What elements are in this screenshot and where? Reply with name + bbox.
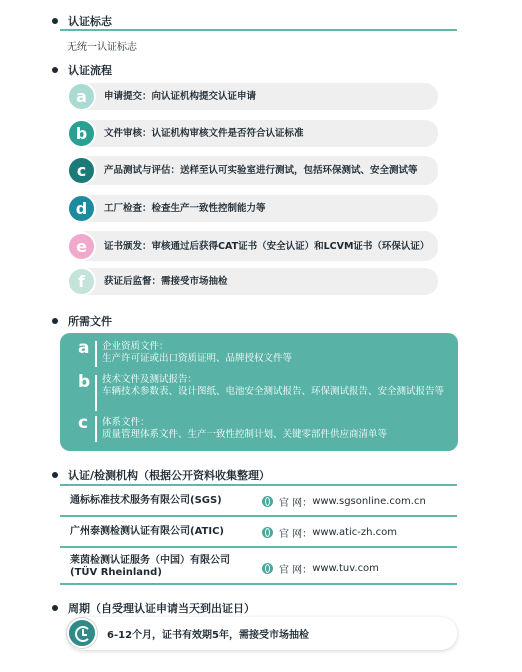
- doc-item-c: [102, 417, 444, 441]
- process-step: [74, 83, 438, 110]
- doc-letter-a: a: [78, 338, 90, 358]
- step-letter-badge: b: [67, 119, 96, 148]
- website-label: 官 网：: [279, 529, 313, 540]
- step-text: 申请提交：向认证机构提交认证申请: [104, 91, 257, 102]
- section-title: 认证标志: [68, 15, 112, 28]
- org-name-line: 莱茵检测认证服务（中国）有限公司: [70, 555, 230, 566]
- doc-item-a: [102, 341, 444, 365]
- section-heading-documents: [52, 313, 112, 329]
- doc-body: 车辆技术参数表、设计图纸、电池安全测试报告、环保测试报告、安全测试报告等: [102, 386, 445, 397]
- doc-head: 企业资质文件：: [102, 341, 169, 352]
- org-name-sgs: 通标标准技术服务有限公司(SGS): [70, 495, 222, 506]
- step-text: 产品测试与评估：送样至认可实验室进行测试，包括环保测试、安全测试等: [104, 165, 418, 176]
- globe-icon: [262, 527, 273, 538]
- doc-body: 生产许可证或出口资质证明、品牌授权文件等: [102, 353, 293, 364]
- divider: [60, 29, 457, 31]
- section-heading-process: [52, 62, 112, 78]
- bullet-icon: [52, 472, 58, 478]
- section-heading-period: [52, 600, 255, 616]
- step-letter-badge: f: [67, 267, 96, 296]
- divider: [60, 515, 457, 517]
- doc-letter-b: b: [78, 372, 91, 392]
- org-website-sgs[interactable]: [262, 494, 426, 509]
- mark-text: 无统一认证标志: [67, 42, 137, 53]
- website-label: 官 网：: [279, 498, 313, 509]
- org-website-atic[interactable]: [262, 525, 397, 540]
- divider: [60, 583, 457, 585]
- step-letter-badge: d: [67, 194, 96, 223]
- doc-divider: [95, 375, 97, 411]
- step-letter-badge: e: [67, 232, 96, 261]
- cycle-icon: [67, 618, 97, 648]
- step-text: 证书颁发：审核通过后获得CAT证书（安全认证）和LCVM证书（环保认证）: [104, 240, 430, 252]
- globe-icon: [262, 496, 273, 507]
- section-title: 认证/检测机构（根据公开资料收集整理）: [68, 469, 271, 482]
- process-step: [74, 156, 438, 185]
- org-name-atic: 广州泰测检测认证有限公司(ATIC): [70, 526, 224, 537]
- process-step: [74, 120, 438, 147]
- period-panel: [67, 617, 457, 650]
- doc-head: 技术文件及测试报告：: [102, 374, 198, 385]
- website-label: 官 网：: [279, 565, 313, 576]
- org-website-tuv[interactable]: [262, 561, 379, 576]
- org-name-tuv: [70, 555, 230, 579]
- divider: [60, 546, 457, 548]
- doc-item-b: [102, 374, 444, 398]
- bullet-icon: [52, 605, 58, 611]
- bullet-icon: [52, 67, 58, 73]
- section-title: 周期（自受理认证申请当天到出证日）: [68, 602, 255, 615]
- step-text: 工厂检查：检查生产一致性控制能力等: [104, 203, 266, 214]
- step-letter-badge: c: [67, 156, 96, 185]
- website-url[interactable]: www.atic-zh.com: [312, 527, 398, 538]
- section-heading-mark: [52, 13, 112, 29]
- section-heading-orgs: [52, 467, 270, 483]
- website-url[interactable]: www.sgsonline.com.cn: [312, 496, 426, 507]
- doc-divider: [95, 341, 97, 367]
- globe-icon: [262, 563, 273, 574]
- step-text: 获证后监督：需接受市场抽检: [104, 276, 228, 287]
- bullet-icon: [52, 318, 58, 324]
- doc-divider: [95, 416, 97, 442]
- doc-head: 体系文件：: [102, 417, 150, 428]
- divider: [60, 484, 457, 486]
- section-title: 认证流程: [68, 64, 112, 77]
- process-step: [74, 231, 438, 261]
- org-name-line: (TÜV Rheinland): [70, 567, 162, 578]
- step-text: 文件审核：认证机构审核文件是否符合认证标准: [104, 128, 304, 139]
- step-letter-badge: a: [67, 82, 96, 111]
- documents-panel: [60, 333, 458, 451]
- doc-body: 质量管理体系文件、生产一致性控制计划、关键零部件供应商清单等: [102, 429, 388, 440]
- process-step: [74, 195, 438, 222]
- bullet-icon: [52, 18, 58, 24]
- process-step: [74, 268, 438, 295]
- section-title: 所需文件: [68, 315, 112, 328]
- doc-letter-c: c: [78, 413, 89, 433]
- website-url[interactable]: www.tuv.com: [312, 563, 379, 574]
- period-text: 6-12个月，证书有效期5年，需接受市场抽检: [107, 630, 309, 641]
